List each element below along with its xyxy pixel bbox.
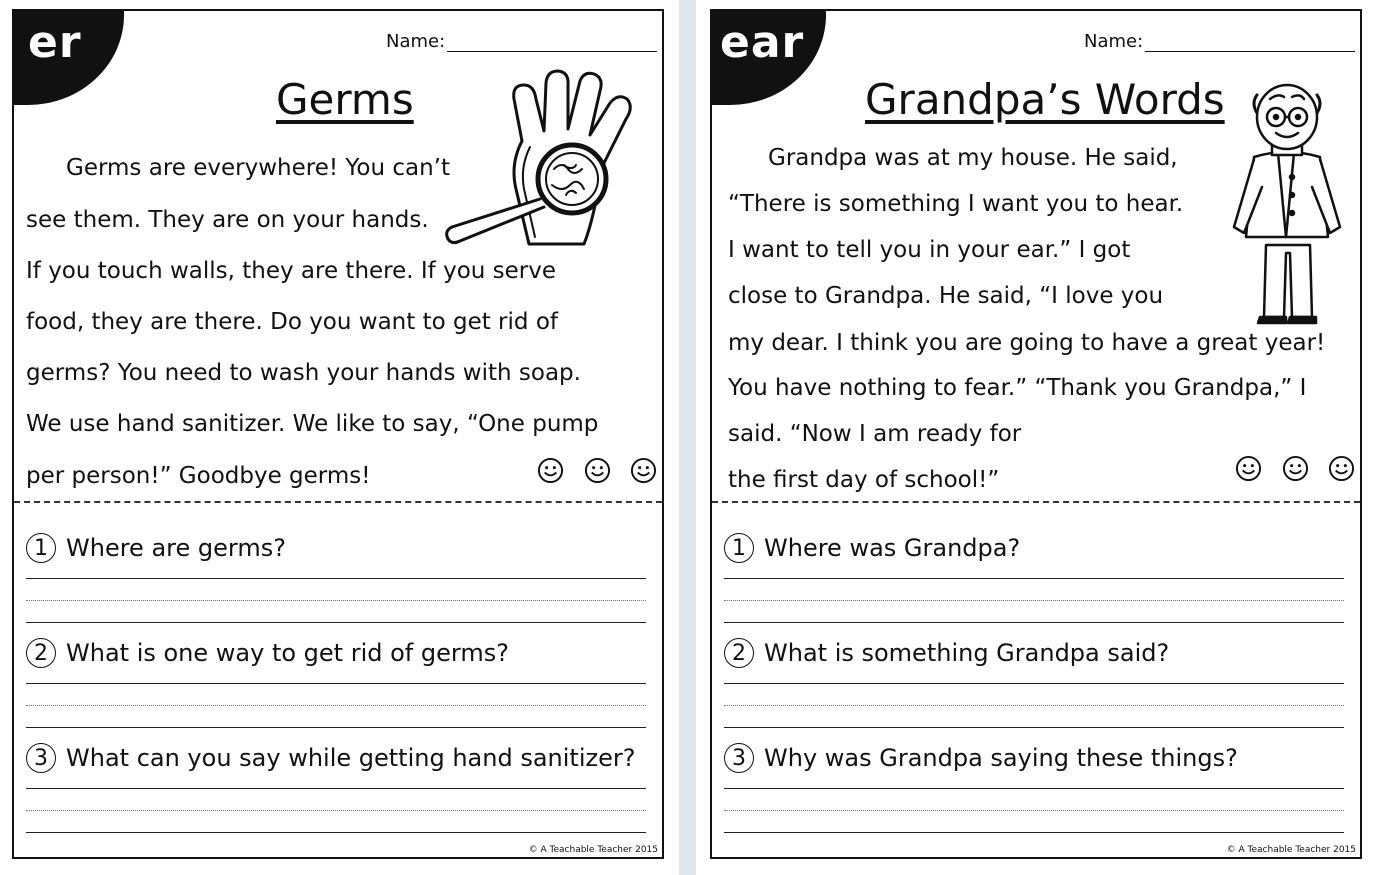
story-line: see them. They are on your hands. [26,207,429,233]
story-line: said. “Now I am ready for [728,421,1022,447]
answer-line[interactable] [724,727,1344,728]
answer-guide-line [26,600,646,601]
section-divider [712,501,1360,503]
story-line: “There is something I want you to hear. [728,191,1184,217]
story-line: close to Grandpa. He said, “I love you [728,283,1164,309]
question-text: What can you say while getting hand sanitizer? [66,744,636,772]
name-label: Name: [1084,31,1144,52]
name-line[interactable] [447,33,657,52]
answer-line[interactable] [26,683,646,684]
phonics-tab [710,9,826,105]
story-line: You have nothing to fear.” “Thank you Grandpa,” I [728,375,1307,401]
answer-line[interactable] [724,683,1344,684]
phonics-tab [12,9,124,105]
smiley-face-icon[interactable] [1328,455,1355,482]
question-text: What is something Grandpa said? [764,639,1170,667]
question-text: What is one way to get rid of germs? [66,639,509,667]
question-1 [724,533,1020,563]
question-number: 2 [26,638,56,668]
worksheet-germs [12,9,664,859]
worksheet-grandpa [710,9,1362,859]
story-title: Grandpa’s Words [865,75,1225,124]
answer-line[interactable] [724,622,1344,623]
answer-guide-line [26,705,646,706]
question-text: Why was Grandpa saying these things? [764,744,1238,772]
phonics-tab-label: ear [720,17,805,68]
answer-line[interactable] [26,622,646,623]
smiley-face-icon[interactable] [537,457,564,484]
story-title: Germs [276,75,414,124]
question-2 [26,638,509,668]
story-line: the first day of school!” [728,467,1000,493]
question-text: Where are germs? [66,534,286,562]
answer-line[interactable] [724,578,1344,579]
question-1 [26,533,286,563]
answer-line[interactable] [26,832,646,833]
question-3 [724,743,1238,773]
copyright: © A Teachable Teacher 2015 [1226,845,1356,855]
question-number: 2 [724,638,754,668]
hand-magnifier-germ-icon [434,69,654,249]
question-number: 1 [724,533,754,563]
question-3 [26,743,635,773]
answer-line[interactable] [724,832,1344,833]
answer-line[interactable] [26,727,646,728]
copyright: © A Teachable Teacher 2015 [528,845,658,855]
question-2 [724,638,1169,668]
smiley-face-icon[interactable] [1235,455,1262,482]
answer-guide-line [26,810,646,811]
answer-line[interactable] [724,788,1344,789]
story-line: Grandpa was at my house. He said, [768,145,1178,171]
story-line: We use hand sanitizer. We like to say, “One pump [26,411,599,437]
answer-line[interactable] [26,788,646,789]
answer-guide-line [724,810,1344,811]
story-line: Germs are everywhere! You can’t [66,155,450,181]
story-line: germs? You need to wash your hands with soap. [26,360,581,386]
story-line: I want to tell you in your ear.” I got [728,237,1131,263]
name-line[interactable] [1145,33,1355,52]
page-gutter [679,0,696,875]
answer-guide-line [724,600,1344,601]
story-line: my dear. I think you are going to have a great year! [728,330,1326,356]
section-divider [14,501,662,503]
name-field[interactable] [1084,31,1355,52]
question-text: Where was Grandpa? [764,534,1021,562]
phonics-tab-label: er [28,17,82,68]
question-number: 1 [26,533,56,563]
name-label: Name: [386,31,446,52]
smiley-face-icon[interactable] [584,457,611,484]
smiley-face-icon[interactable] [1282,455,1309,482]
answer-line[interactable] [26,578,646,579]
smiley-face-icon[interactable] [630,457,657,484]
question-number: 3 [724,743,754,773]
question-number: 3 [26,743,56,773]
name-field[interactable] [386,31,657,52]
answer-guide-line [724,705,1344,706]
grandpa-icon [1224,77,1349,327]
story-line: per person!” Goodbye germs! [26,463,371,489]
story-line: If you touch walls, they are there. If you serve [26,258,557,284]
story-line: food, they are there. Do you want to get rid of [26,309,558,335]
